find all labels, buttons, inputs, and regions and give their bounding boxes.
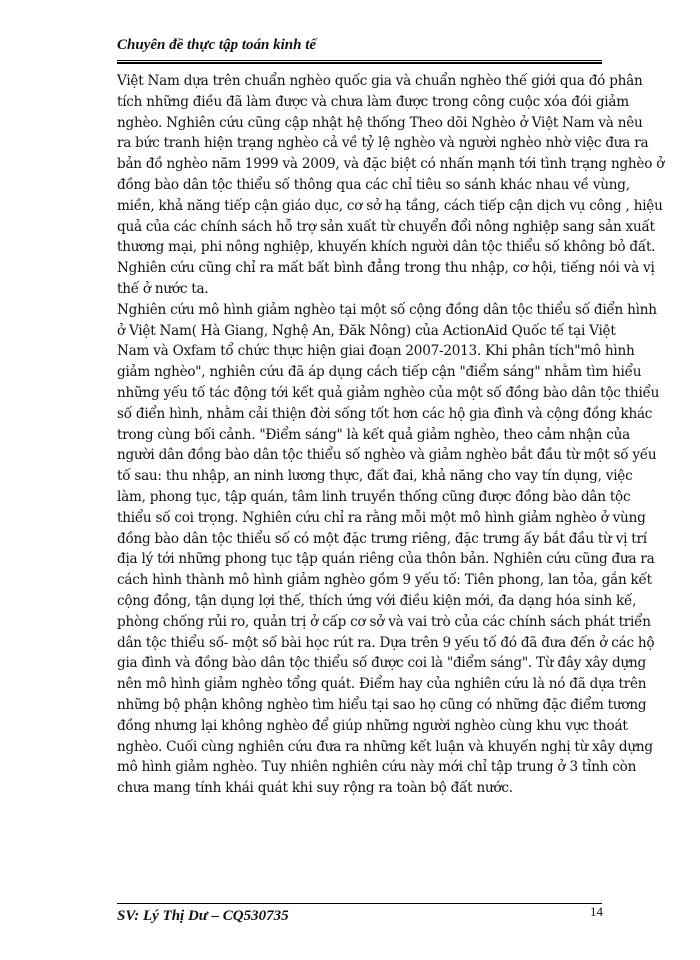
- text-line: Nghiên cứu cũng chỉ ra mất bất bình đẳng trong thu nhập, cơ hội, tiếng nói và vị: [117, 260, 655, 277]
- text-line: thiểu số coi trọng. Nghiên cứu chỉ ra rằng mỗi một mô hình giảm nghèo ở vùng: [117, 509, 646, 526]
- header-divider: [117, 60, 602, 61]
- header-divider-thick: [117, 62, 602, 64]
- paragraph: [117, 300, 660, 799]
- text-line: thương mại, phi nông nghiệp, khuyến khích người dân tộc thiểu số không bỏ đất.: [117, 239, 656, 256]
- text-line: đồng bào dân tộc thiểu số có một đặc trưng riêng, đặc trưng ấy bắt đầu từ vị trí: [117, 530, 647, 547]
- text-line: chưa mang tính khái quát khi suy rộng ra toàn bộ đất nước.: [117, 780, 513, 797]
- text-line: tố sau: thu nhập, an ninh lương thực, đất đai, khả năng cho vay tín dụng, việc: [117, 468, 633, 485]
- text-line: Nam và Oxfam tổ chức thực hiện giai đoạn 2007-2013. Khi phân tích"mô hình: [117, 343, 635, 360]
- paragraph: [117, 71, 665, 300]
- text-line: nghèo. Cuối cùng nghiên cứu đưa ra những kết luận và khuyến nghị từ xây dựng: [117, 738, 653, 755]
- text-line: thế ở nước ta.: [117, 280, 209, 297]
- footer-divider: [117, 903, 602, 904]
- text-line: làm, phong tục, tập quán, tâm linh truyền thống cũng được đồng bào dân tộc: [117, 488, 631, 505]
- text-line: giảm nghèo", nghiên cứu đã áp dụng cách tiếp cận "điểm sáng" nhằm tìm hiểu: [117, 364, 642, 381]
- text-line: đồng bào dân tộc thiểu số thông qua các chỉ tiêu so sánh khác nhau về vùng,: [117, 176, 630, 193]
- text-line: Việt Nam dựa trên chuẩn nghèo quốc gia và chuẩn nghèo thế giới qua đó phân: [117, 73, 643, 89]
- text-line: ra bức tranh hiện trạng nghèo cả về tỷ lệ nghèo và người nghèo nhờ việc đưa ra: [117, 135, 649, 152]
- text-line: đồng nhưng lại không nghèo để giúp những người nghèo cùng khu vực thoát: [117, 717, 628, 734]
- text-line: địa lý tới những phong tục tập quán riêng của thôn bản. Nghiên cứu cũng đưa ra: [117, 551, 655, 568]
- text-line: những bộ phận không nghèo tìm hiểu tại sao họ cũng có những đặc điểm tương: [117, 696, 647, 713]
- text-line: trong cùng bối cảnh. "Điểm sáng" là kết quả giảm nghèo, theo cảm nhận của: [117, 426, 630, 443]
- text-line: tích những điều đã làm được và chưa làm được trong công cuộc xóa đói giảm: [117, 93, 629, 110]
- text-line: miền, khả năng tiếp cận giáo dục, cơ sở hạ tầng, cách tiếp cận dịch vụ công , hiệu: [117, 197, 663, 214]
- text-line: Nghiên cứu mô hình giảm nghèo tại một số cộng đồng dân tộc thiểu số điển hình: [117, 301, 657, 318]
- page-header-title: Chuyên đề thực tập toán kinh tế: [117, 37, 317, 53]
- text-line: ở Việt Nam( Hà Giang, Nghệ An, Đăk Nông) của ActionAid Quốc tế tại Việt: [117, 322, 616, 339]
- text-line: cách hình thành mô hình giảm nghèo gồm 9 yếu tố: Tiên phong, lan tỏa, gắn kết: [117, 572, 652, 589]
- text-line: những yếu tố tác động tới kết quả giảm nghèo của một số đồng bào dân tộc thiểu: [117, 384, 660, 401]
- text-line: số điển hình, nhằm cải thiện đời sống tốt hơn các hộ gia đình và cộng đồng khác: [117, 405, 653, 422]
- text-line: nên mô hình giảm nghèo tổng quát. Điểm hay của nghiên cứu là nó đã dựa trên: [117, 676, 647, 693]
- document-body: [117, 71, 665, 799]
- text-line: phòng chống rủi ro, quản trị ở cấp cơ sở và vai trò của các chính sách phát triển: [117, 613, 651, 630]
- text-line: nghèo. Nghiên cứu cũng cập nhật hệ thống Theo dõi Nghèo ở Việt Nam và nêu: [117, 114, 643, 131]
- text-line: dân tộc thiểu số- một số bài học rút ra. Dựa trên 9 yếu tố đó đã đưa đến ở các hộ: [117, 634, 655, 651]
- text-line: người dân đồng bào dân tộc thiểu số nghèo và giảm nghèo bắt đầu từ một số yếu: [117, 447, 657, 464]
- text-line: bản đồ nghèo năm 1999 và 2009, và đặc biệt có nhấn mạnh tới tình trạng nghèo ở: [117, 156, 665, 173]
- page-number: 14: [590, 904, 603, 919]
- text-line: cộng đồng, tận dụng lợi thế, thích ứng với điều kiện mới, đa dạng hóa sinh kế,: [117, 592, 637, 609]
- text-line: mô hình giảm nghèo. Tuy nhiên nghiên cứu này mới chỉ tập trung ở 3 tỉnh còn: [117, 759, 637, 776]
- footer-author: SV: Lý Thị Dư – CQ530735: [117, 908, 289, 924]
- text-line: gia đình và đồng bào dân tộc thiểu số được coi là "điểm sáng". Từ đây xây dựng: [117, 655, 646, 672]
- text-line: quả của các chính sách hỗ trợ sản xuất từ chuyển đổi nông nghiệp sang sản xuất: [117, 218, 655, 235]
